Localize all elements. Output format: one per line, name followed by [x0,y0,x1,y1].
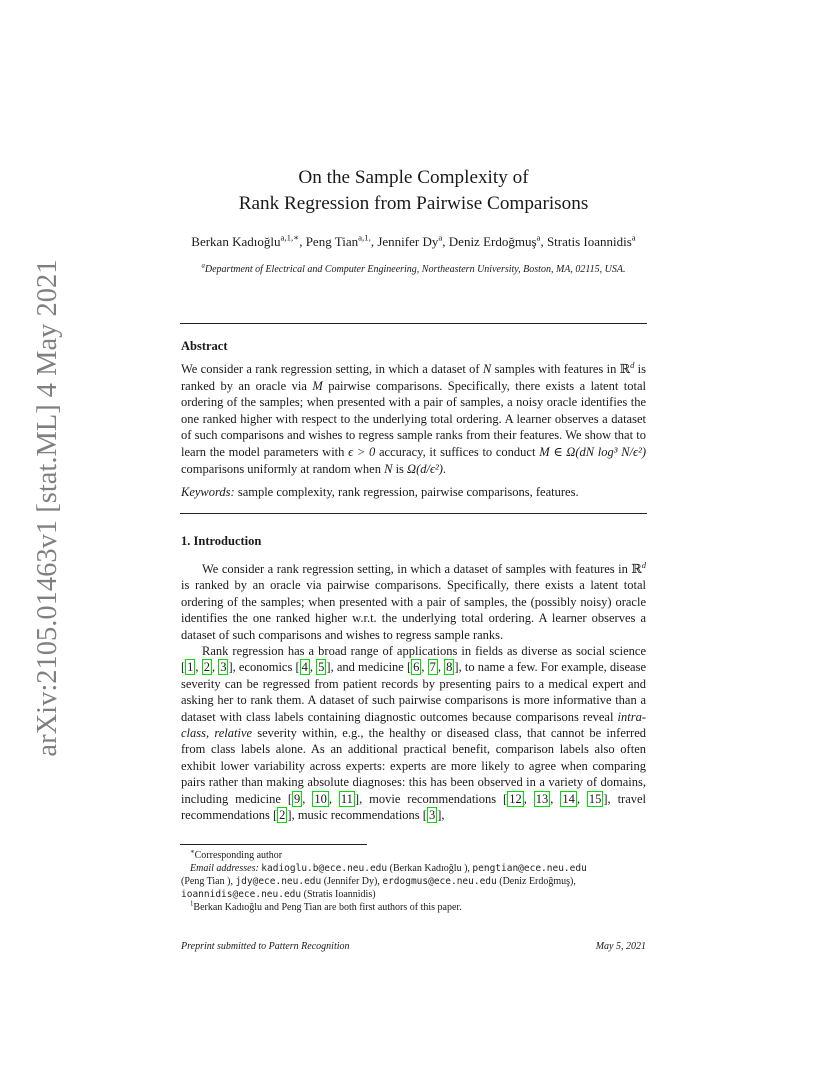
math-expression: M ∈ Ω(dN log³ N/ϵ²) [539,444,646,459]
text-segment: ], economics [ [228,660,300,675]
citation-link[interactable]: 15 [588,791,602,806]
math-expression: Ω(d/ϵ²) [407,461,443,476]
text-segment: ], and medicine [ [326,660,412,675]
email-link[interactable]: erdogmus@ece.neu.edu [382,876,497,887]
citation-link[interactable]: 8 [446,660,453,675]
arxiv-identifier-stamp: arXiv:2105.01463v1 [stat.ML] 4 May 2021 [32,259,63,757]
email-owner: (Berkan Kadıoğlu ), [387,863,473,874]
math-symbol: ℝ [631,561,642,576]
email-link[interactable]: kadioglu.b@ece.neu.edu [261,863,388,874]
email-line [181,875,646,888]
citation-link[interactable]: 10 [314,791,327,806]
author-affiliation-marker: a,1, [358,232,371,243]
abstract-segment: is [392,461,408,476]
text-segment: is ranked by an oracle via pairwise comparisons. Specifically, there exists a latent total ordering of the samples; when presented with a pair of samples, the (possibly noisy) oracle identifies the one ranked higher w.r.t. the underlying total ordering. A learner observes a dataset of such comparisons and wishes to regress sample ranks. [181,578,646,642]
math-superscript: d [630,359,635,370]
author-affiliation-marker: a [536,232,541,243]
math-expression: ϵ > 0 [348,444,376,459]
preprint-notice: Preprint submitted to Pattern Recognition [181,941,350,952]
section-heading: 1. Introduction [181,534,262,548]
email-label: Email addresses: [190,863,259,874]
citation-link[interactable]: 12 [509,791,522,806]
citation-link[interactable]: 14 [562,791,575,806]
email-link[interactable]: jdy@ece.neu.edu [235,876,322,887]
author-name: Peng Tian [305,234,359,249]
abstract-segment: pairwise comparisons. Specifically, there exists a latent total ordering of the samples; when presented with a pair of samples, a noisy oracle identifies the one ranked higher with respect to the underlying total ordering. A learner observes a dataset of such comparisons and wishes to regress sample ranks from their features. We show that to learn the model parameters with [181,378,646,459]
citation-link[interactable]: 2 [203,660,210,675]
paragraph [181,561,646,643]
math-symbol: M [312,378,323,393]
text-segment: ], movie recommendations [ [354,791,508,806]
footnote-rule [180,844,367,845]
author-separator: , [540,234,547,249]
author-separator: , [299,234,306,249]
citation-link[interactable]: 1 [187,660,194,675]
abstract-top-rule [180,323,647,324]
author-affiliation-marker: a [631,232,636,243]
text-segment: ], music recommendations [ [287,808,427,823]
affiliation-marker: a [201,262,205,270]
abstract-text [181,361,646,477]
citation-link[interactable]: 2 [279,808,286,823]
citation-link[interactable]: 6 [413,660,420,675]
citation-link[interactable]: 13 [535,791,549,806]
email-line [181,888,646,901]
citation-link[interactable]: 9 [294,791,301,806]
abstract-segment: . [442,461,447,476]
abstract-segment: We consider a rank regression setting, in which a dataset of [181,362,483,376]
title-line-2: Rank Regression from Pairwise Comparisons [238,193,589,214]
author-affiliation-marker: a,1,∗ [280,232,300,243]
footnote-marker: ∗ [190,848,195,856]
math-symbol: ℝ [619,361,631,376]
email-owner: (Jennifer Dy), [321,876,383,887]
email-link[interactable]: ioannidis@ece.neu.edu [181,889,302,900]
abstract-segment: comparisons uniformly at random when [181,461,385,476]
email-line [181,862,646,875]
email-owner: (Peng Tian ), [181,876,236,887]
author-name: Jennifer Dy [377,234,439,249]
text-segment: Rank regression has a broad range of applications in fields as diverse as social science [ [181,644,646,675]
citation-link[interactable]: 4 [301,660,308,675]
keywords-text: sample complexity, rank regression, pairwise comparisons, features. [237,485,579,499]
text-segment: severity within, e.g., the healthy or diseased class, that cannot be inferred from class labels alone. As an additional practical benefit, comparison labels also often exhibit lower variability across experts: experts are more likely to agree when comparing pairs rather than making absolute diagnoses: this has been observed in a variety of domains, including medicine [ [181,726,646,806]
footer-date: May 5, 2021 [595,941,646,952]
paragraph: Rank regression has a broad range of applications in fields as diverse as social science [ 1 , 2 , 3 ], economics [ 4 , 5 ], and medicine [ 6 , 7 , 8 ], to name a few. For example, disease severity can be regressed from patient records by presenting pairs to a medical expert and asking her to rank them. A dataset of such pairwise comparisons is more informative than a dataset with class labels containing diagnostic outcomes because comparisons reveal intra-class, relative severity within, e.g., the healthy or diseased class, that cannot be inferred from class labels alone. As an additional practical benefit, comparison labels also often exhibit lower variability across experts: experts are more likely to agree when comparing pairs rather than making absolute diagnoses: this has been observed in a variety of domains, including medicine [ 9 , 10 , 11 ], movie recommendations [ 12 , 13 , 14 , 15 ], travel recommendations [ 2 ], music recommendations [ 3 ], [181,644,647,823]
author-list [180,234,647,250]
footnote-text: Corresponding author [194,850,283,861]
email-owner: (Stratis Ioannidis) [301,889,376,900]
emphasis: intra-class, relative [181,709,646,741]
keywords-label: Keywords: [181,485,235,499]
abstract-heading: Abstract [181,339,228,353]
corresponding-author-note [181,849,646,862]
abstract-segment: is ranked by an oracle via [181,362,646,393]
math-superscript: d [641,559,646,570]
citation-link[interactable]: 11 [340,791,353,806]
email-owner: (Deniz Erdoğmuş), [496,876,576,887]
paper-title [180,165,647,217]
abstract-segment: samples with features in [491,362,620,376]
affiliation [180,264,647,275]
author-name: Stratis Ioannidis [546,234,632,249]
citation-link[interactable]: 7 [429,660,436,675]
author-separator: , [370,234,378,249]
author-name: Berkan Kadıoğlu [191,234,281,249]
citation-link[interactable]: 3 [220,660,227,675]
author-separator: , [442,234,449,249]
math-symbol: N [384,461,393,476]
keywords [181,485,646,500]
introduction-body [181,561,646,824]
footnote-marker: 1 [190,900,194,908]
text-segment: ], travel recommendations [ [181,791,647,823]
footnote-text: Berkan Kadıoğlu and Peng Tian are both first authors of this paper. [193,902,462,913]
author-affiliation-marker: a [438,232,443,243]
abstract-bottom-rule [180,513,647,514]
first-author-note [181,901,646,914]
math-symbol: N [482,362,492,376]
citation-link[interactable]: 5 [318,660,325,675]
text-segment: ], [437,808,445,823]
text-segment: We consider a rank regression setting, in which a dataset of samples with features in [202,562,632,576]
title-line-1: On the Sample Complexity of [298,167,529,188]
text-segment: ], to name a few. For example, disease severity can be regressed from patient records by presenting pairs to a medical expert and asking her to rank them. A dataset of such pairwise comparisons is more informative than a dataset with class labels containing diagnostic outcomes because comparisons reveal [181,660,647,724]
affiliation-text: Department of Electrical and Computer Engineering, Northeastern University, Boston, MA, 02115, USA. [204,264,626,275]
citation-link[interactable]: 3 [428,808,436,823]
author-name: Deniz Erdoğmuş [448,234,537,249]
abstract-segment: accuracy, it suffices to conduct [375,444,540,459]
footnotes [181,849,646,914]
email-link[interactable]: pengtian@ece.neu.edu [472,863,587,874]
